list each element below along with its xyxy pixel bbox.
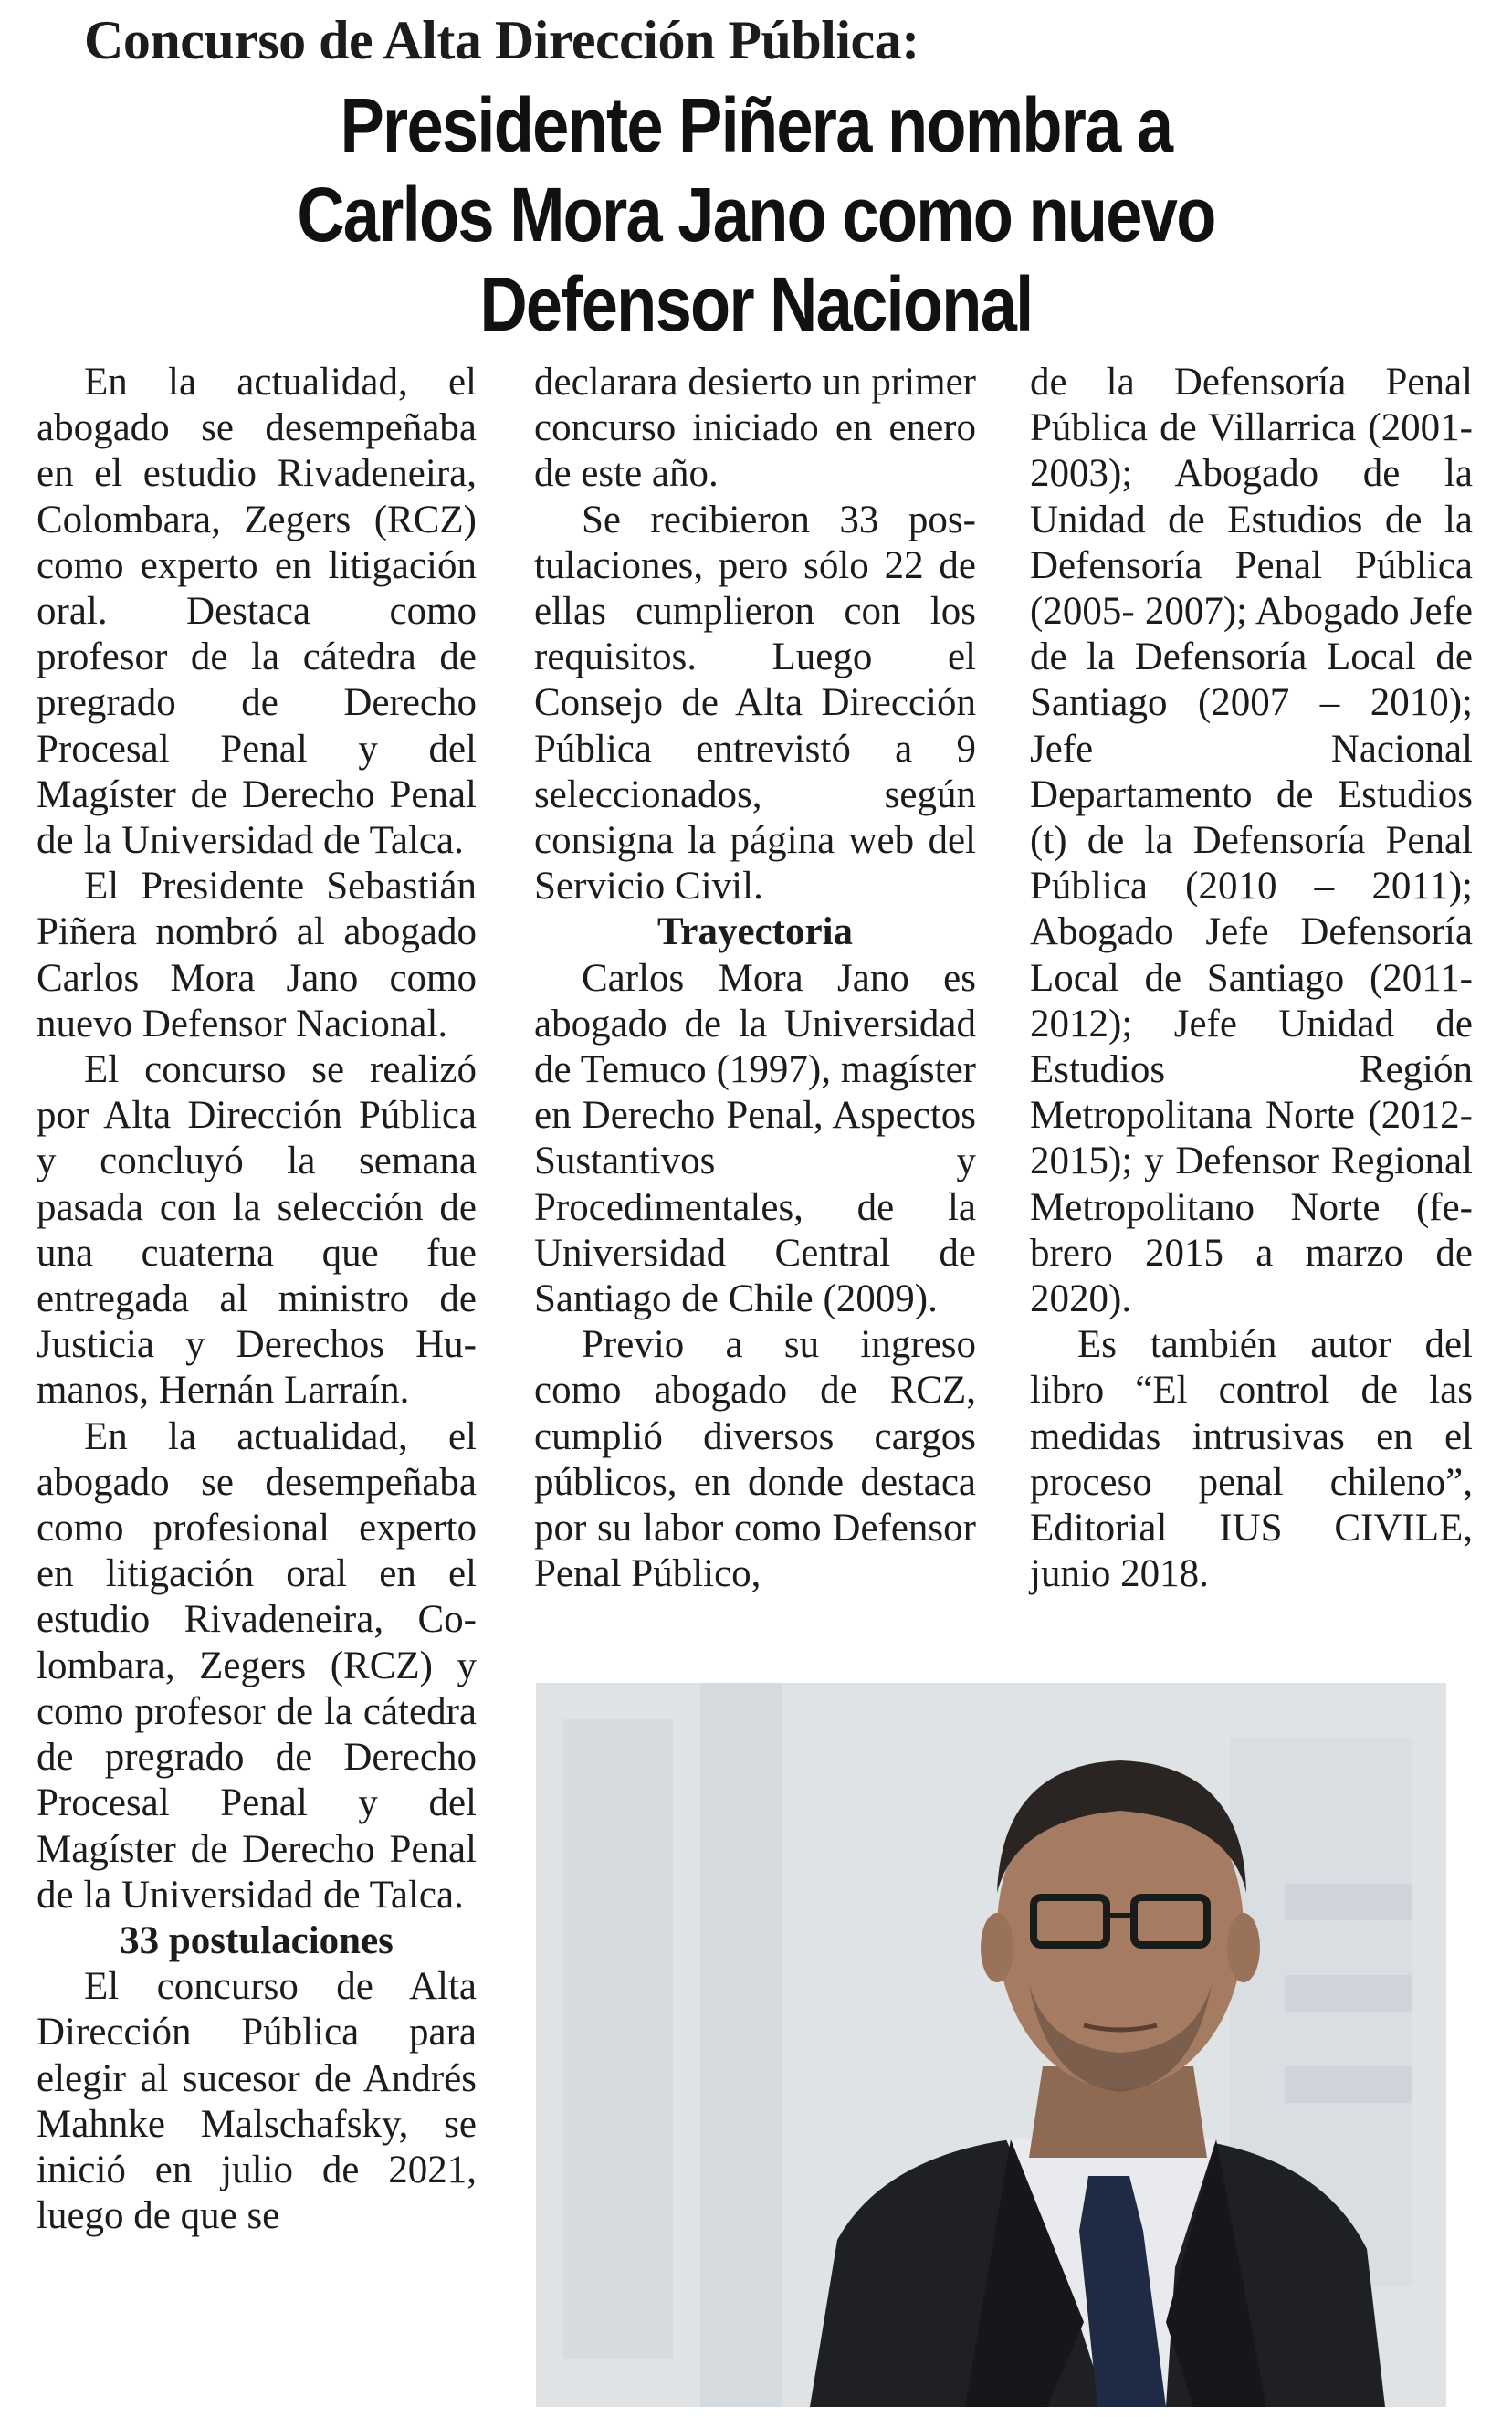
kicker: Concurso de Alta Dirección Pública:: [84, 10, 919, 70]
headline-line-2: Carlos Mora Jano como nuevo: [297, 172, 1215, 257]
headline: [106, 80, 1406, 349]
paragraph: declarara desierto un primer concurso iniciado en enero de este año.: [534, 361, 976, 496]
paragraph: En la actualidad, el abogado se desempeñaba como profesional experto en litigación oral en el estudio Rivadeneira, Colombara, Zegers (RCZ) y como profesor de la cátedra de pregrado de Derecho Procesal Penal y del Magíster de Derecho Penal de la Universidad de Talca.: [37, 1414, 477, 1917]
subheading-trayectoria: Trayectoria: [656, 910, 854, 954]
column-1: [37, 360, 477, 2239]
paragraph: El concurso se realizó por Alta Dirección Pública y concluyó la semana pasada con la selección de una cuaterna que fue entregada al ministro de Justicia y Derechos Humanos, Hernán Larraín.: [37, 1048, 477, 1413]
paragraph: Carlos Mora Jano es abogado de la Universidad de Temuco (1997), magíster en Derecho Penal, Aspectos Sustantivos y Procedimentales, de la Universidad Central de Santiago de Chile (2009).: [534, 956, 976, 1321]
column-2: [534, 360, 976, 1597]
paragraph: Previo a su ingreso como abogado de RCZ, cumplió diversos cargos públicos, en donde destaca por su labor como Defensor Penal Público,: [534, 1323, 976, 1596]
paragraph: El concurso de Alta Dirección Pública para elegir al sucesor de Andrés Mahnke Malschafsky, se inició en julio de 2021, luego de que se: [37, 1965, 477, 2238]
paragraph: de la Defensoría Penal Pública de Villarrica (2001-2003); Abogado de la Unidad de Estudios de la Defensoría Penal Pública (2005- 2007); Abogado Jefe de la Defensoría Local de Santiago (2007 – 2010); Jefe Nacional Departamento de Estudios (t) de la Defensoría Penal Pública (2010 – 2011); Abogado Jefe Defensoría Local de Santiago (2011-2012); Jefe Unidad de Estudios Región Metropolitana Norte (2012-2015); y Defensor Regional Metropolitano Norte (febrero 2015 a marzo de 2020).: [1030, 361, 1473, 1321]
paragraph: Se recibieron 33 postulaciones, pero sólo 22 de ellas cumplieron con los requisitos. Luego el Consejo de Alta Dirección Pública entrevistó a 9 seleccionados, según consigna la página web del Servicio Civil.: [534, 498, 976, 909]
portrait-photo: [536, 1683, 1446, 2407]
column-3: [1030, 360, 1473, 1597]
headline-line-3: Defensor Nacional: [479, 261, 1033, 347]
paragraph: Es también autor del libro “El control de las medidas intrusivas en el proceso penal chileno”, Editorial IUS CIVILE, junio 2018.: [1030, 1323, 1473, 1596]
paragraph: El Presidente Sebastián Piñera nombró al abogado Carlos Mora Jano como nuevo Defensor Nacional.: [37, 865, 477, 1046]
headline-line-1: Presidente Piñera nombra a: [340, 82, 1172, 168]
portrait-illustration: [536, 1683, 1446, 2407]
subheading-postulaciones: 33 postulaciones: [120, 1918, 394, 1962]
paragraph: En la actualidad, el abogado se desempeñaba en el estudio Rivadeneira, Colombara, Zegers (RCZ) como experto en litigación oral. Destaca como profesor de la cátedra de pregrado de Derecho Procesal Penal y del Magíster de Derecho Penal de la Universidad de Talca.: [37, 361, 477, 863]
